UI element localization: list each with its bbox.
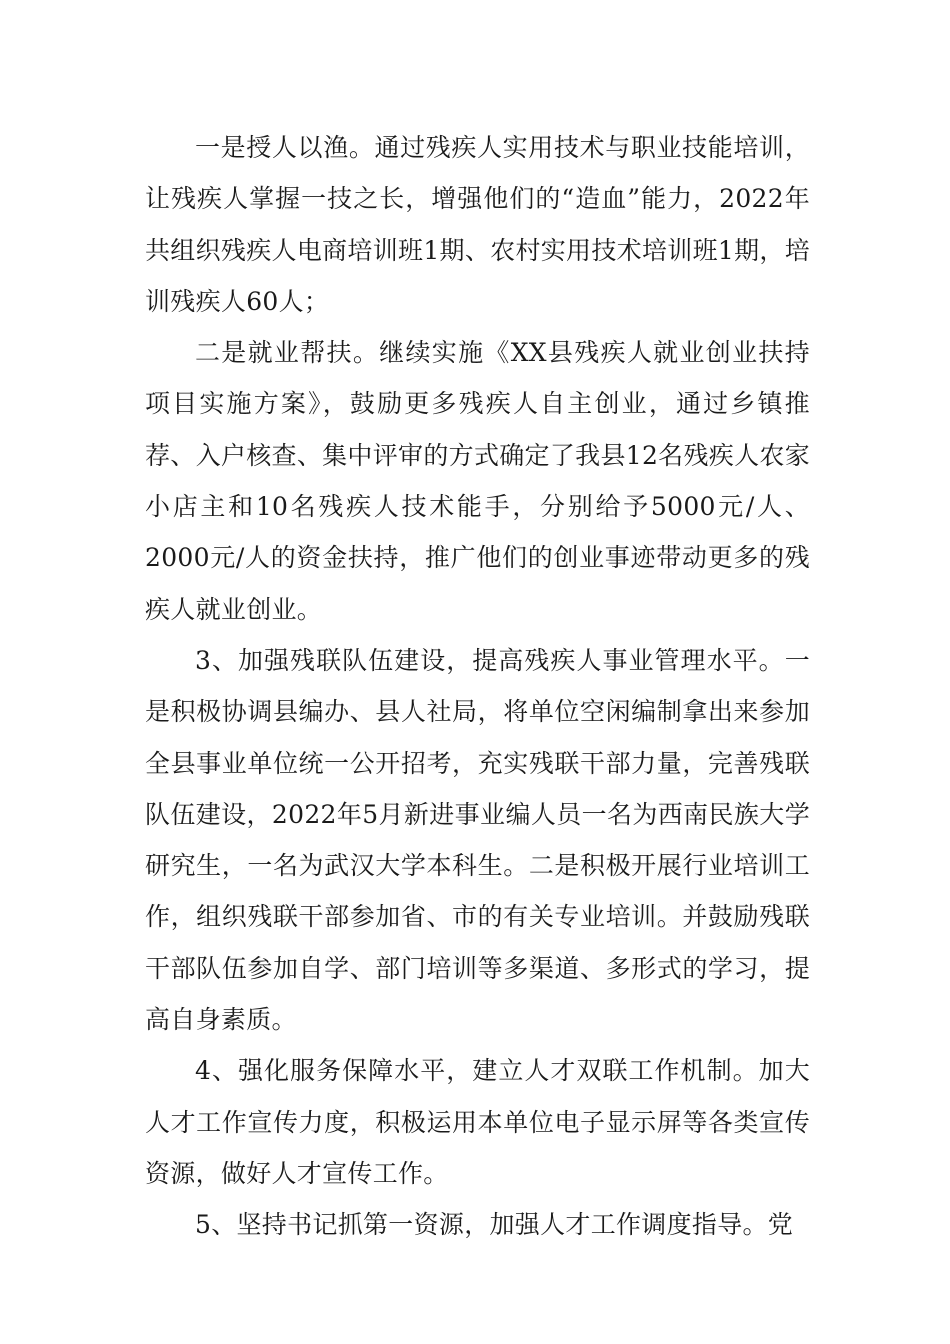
document-body [145, 122, 810, 1251]
paragraph-service-guarantee: 4、强化服务保障水平，建立人才双联工作机制。加大人才工作宣传力度，积极运用本单位电子显示屏等各类宣传资源，做好人才宣传工作。 [145, 1056, 810, 1188]
paragraph-employment-support: 二是就业帮扶。继续实施《XX县残疾人就业创业扶持项目实施方案》，鼓励更多残疾人自主创业，通过乡镇推荐、入户核查、集中评审的方式确定了我县12名残疾人农家小店主和10名残疾人技术能手，分别给予5000元/人、2000元/人的资金扶持，推广他们的创业事迹带动更多的残疾人就业创业。 [145, 338, 810, 624]
paragraph-training: 一是授人以渔。通过残疾人实用技术与职业技能培训，让残疾人掌握一技之长，增强他们的“造血”能力，2022年共组织残疾人电商培训班1期、农村实用技术培训班1期，培训残疾人60人； [145, 133, 810, 316]
paragraph-team-building: 3、加强残联队伍建设，提高残疾人事业管理水平。一是积极协调县编办、县人社局，将单位空闲编制拿出来参加全县事业单位统一公开招考，充实残联干部力量，完善残联队伍建设，2022年5月新进事业编人员一名为西南民族大学研究生，一名为武汉大学本科生。二是积极开展行业培训工作，组织残联干部参加省、市的有关专业培训。并鼓励残联干部队伍参加自学、部门培训等多渠道、多形式的学习，提高自身素质。 [145, 645, 810, 1035]
paragraph-secretary-guidance: 5、坚持书记抓第一资源，加强人才工作调度指导。党 [195, 1210, 794, 1240]
